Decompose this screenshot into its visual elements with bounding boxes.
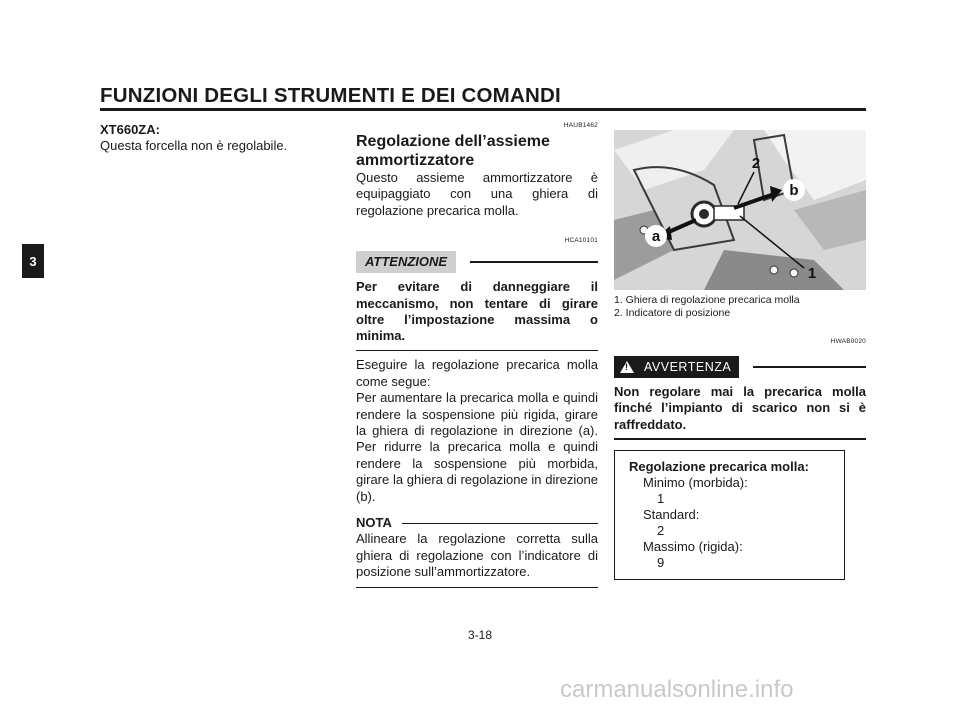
step-2: Per aumentare la precarica molla e quindi rendere la sospensione più rigida, girare la ghiera di regolazione in direzione (a). Per ridurre la precarica molla e quindi rendere la sospensione più morbida, girare la ghiera di regolazione in direzione (b). bbox=[356, 390, 598, 504]
figure-label-b: b bbox=[789, 182, 799, 199]
caution-header-rule bbox=[470, 261, 598, 263]
page-number: 3-18 bbox=[467, 628, 493, 642]
nota-bottom-rule bbox=[356, 587, 598, 588]
step-1: Eseguire la regolazione precarica molla come segue: bbox=[356, 357, 598, 389]
spec-value-max: 9 bbox=[657, 554, 665, 570]
caution-text: Per evitare di danneggiare il meccanismo, non tentare di girare oltre l’impostazione massima o minima. bbox=[356, 279, 598, 344]
watermark: carmanualsonline.info bbox=[560, 676, 794, 703]
caution-bottom-rule bbox=[356, 350, 598, 352]
model-label: XT660ZA: bbox=[100, 122, 160, 137]
caption-2: 2. Indicatore di posizione bbox=[614, 307, 731, 319]
nota-text: Allineare la regolazione corretta sulla ghiera di regolazione con l’indicatore di posizione sull’ammortizzatore. bbox=[356, 531, 598, 580]
chapter-tab-number: 3 bbox=[29, 253, 37, 269]
section-code: HAUB1462 bbox=[563, 122, 598, 129]
page-header-title: FUNZIONI DEGLI STRUMENTI E DEI COMANDI bbox=[100, 84, 561, 107]
warning-header bbox=[614, 356, 866, 378]
column-right bbox=[614, 126, 866, 580]
spec-value-std: 2 bbox=[657, 522, 665, 538]
spec-label-min: Minimo (morbida): bbox=[643, 474, 748, 490]
nota-header-rule bbox=[402, 523, 598, 524]
warning-code: HWAB0020 bbox=[830, 338, 866, 345]
header-rule bbox=[100, 108, 866, 111]
nota-label: NOTA bbox=[356, 515, 392, 530]
warning-text: Non regolare mai la precarica molla finché l’impianto di scarico non si è raffreddato. bbox=[614, 384, 866, 432]
column-middle bbox=[356, 122, 598, 588]
spec-label-max: Massimo (rigida): bbox=[643, 538, 743, 554]
shock-absorber-photo bbox=[614, 130, 866, 290]
section-title bbox=[356, 132, 598, 170]
warning-badge bbox=[614, 356, 739, 378]
spec-value-min: 1 bbox=[657, 490, 665, 506]
section-title-line2: ammortizzatore bbox=[356, 152, 475, 169]
warning-triangle-icon bbox=[620, 361, 634, 373]
caution-label: ATTENZIONE bbox=[356, 251, 456, 273]
figure-label-a: a bbox=[651, 228, 661, 245]
model-note: Questa forcella non è regolabile. bbox=[100, 138, 288, 154]
section-title-line1: Regolazione dell’assieme bbox=[356, 133, 550, 150]
nota-header bbox=[356, 515, 598, 531]
warning-bottom-rule bbox=[614, 438, 866, 440]
caption-1: 1. Ghiera di regolazione precarica molla bbox=[614, 294, 800, 306]
warning-header-rule bbox=[753, 366, 866, 368]
shock-absorber-illustration bbox=[614, 130, 866, 290]
section-intro: Questo assieme ammortizzatore è equipaggiato con una ghiera di regolazione precarica molla. bbox=[356, 170, 598, 218]
warning-exclamation: ! bbox=[625, 362, 629, 372]
spec-box bbox=[614, 450, 845, 580]
warning-label: AVVERTENZA bbox=[644, 360, 732, 374]
spec-title: Regolazione precarica molla: bbox=[629, 458, 809, 474]
column-left bbox=[100, 122, 328, 155]
caution-header bbox=[356, 251, 598, 273]
caution-code: HCA10101 bbox=[564, 237, 598, 245]
figure-captions bbox=[614, 294, 866, 320]
spec-label-std: Standard: bbox=[643, 506, 700, 522]
figure-label-1: 1 bbox=[807, 265, 817, 282]
chapter-tab bbox=[22, 244, 44, 278]
figure-label-2: 2 bbox=[751, 155, 761, 172]
